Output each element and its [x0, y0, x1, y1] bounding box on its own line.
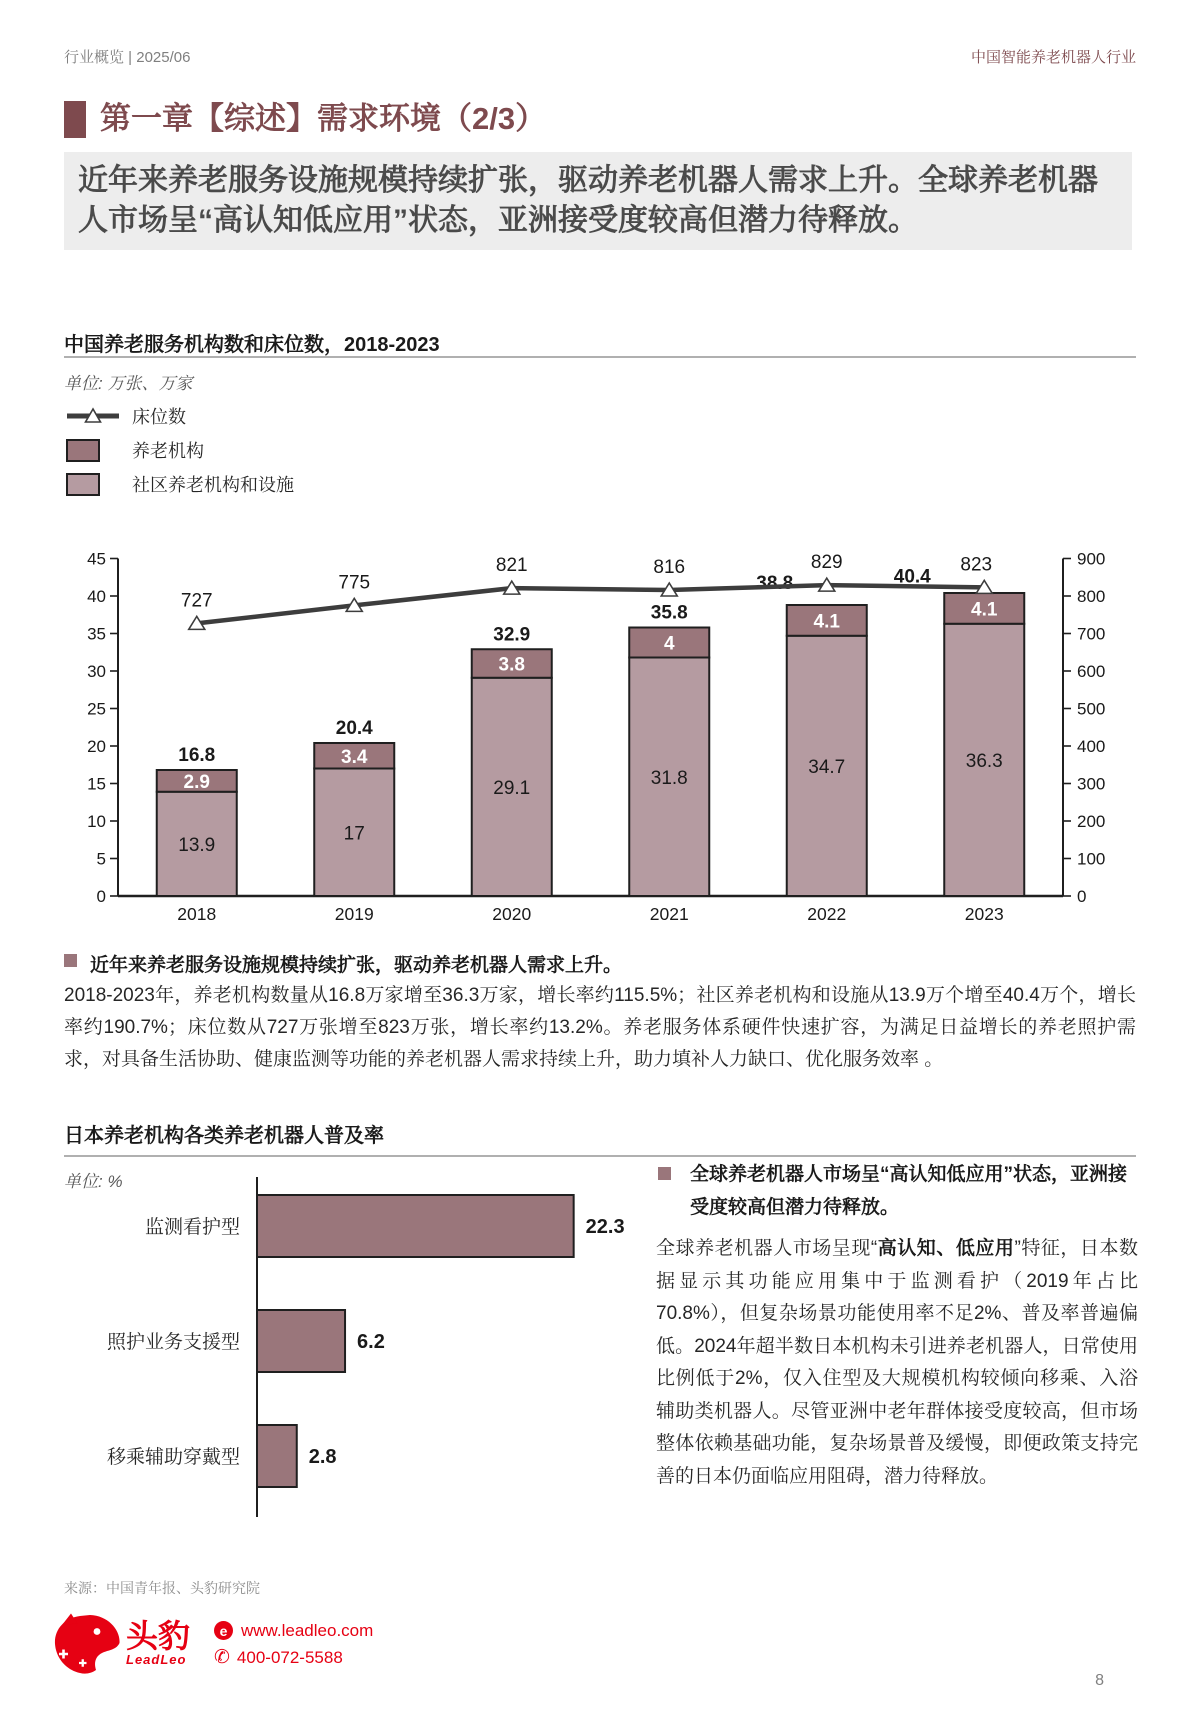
svg-text:2019: 2019	[334, 904, 374, 924]
svg-text:100: 100	[1077, 849, 1106, 869]
svg-text:35.8: 35.8	[650, 602, 688, 624]
svg-text:4.1: 4.1	[813, 611, 840, 633]
svg-text:600: 600	[1077, 662, 1106, 681]
chart2-title-rule	[64, 1155, 1136, 1157]
svg-text:2018: 2018	[177, 904, 217, 924]
chart2-unit-label: 单位: %	[64, 1172, 123, 1191]
brand-name: 头豹	[126, 1618, 191, 1654]
insight2-text-bold: 高认知、低应用	[877, 1238, 1015, 1259]
insight2-heading	[656, 1158, 1138, 1224]
chart1-unit-label: 单位: 万张、万家	[64, 374, 193, 393]
insight2-paragraph	[656, 1233, 1138, 1493]
svg-text:2020: 2020	[492, 904, 532, 924]
svg-text:35: 35	[87, 624, 106, 644]
svg-text:3.8: 3.8	[498, 654, 525, 676]
svg-text:40: 40	[87, 587, 106, 606]
chart2-title: 日本养老机构各类养老机器人普及率	[64, 1125, 384, 1147]
svg-text:700: 700	[1077, 624, 1106, 644]
svg-text:2.9: 2.9	[183, 771, 210, 793]
svg-text:20: 20	[87, 737, 106, 756]
chart2-horizontal-bar	[64, 1165, 644, 1542]
svg-text:5: 5	[96, 849, 106, 869]
svg-text:3.4: 3.4	[341, 746, 368, 768]
svg-text:900: 900	[1077, 549, 1106, 569]
brand-subname: LeadLeo	[126, 1652, 187, 1667]
leadleo-logo-icon	[50, 1610, 124, 1683]
svg-text:2021: 2021	[649, 904, 689, 924]
footer-contact	[214, 1617, 373, 1671]
insight2-text-pre: 全球养老机器人市场呈现“	[656, 1238, 878, 1259]
svg-text:13.9: 13.9	[178, 834, 216, 856]
svg-text:40.4: 40.4	[893, 566, 931, 588]
website-link[interactable]: www.leadleo.com	[241, 1620, 374, 1640]
bullet-square-icon	[658, 1167, 671, 1180]
insight2-heading-text: 全球养老机器人市场呈“高认知低应用”状态，亚洲接受度较高但潜力待释放。	[690, 1164, 1128, 1218]
chart1-title-rule	[64, 356, 1136, 358]
bar-swatch-light-icon	[66, 473, 100, 496]
brand-text	[126, 1619, 190, 1667]
chapter-marker-square	[64, 101, 86, 138]
svg-text:0: 0	[96, 887, 106, 906]
svg-text:30: 30	[87, 662, 106, 681]
svg-text:300: 300	[1077, 774, 1106, 794]
svg-text:29.1: 29.1	[493, 777, 531, 799]
svg-text:22.3: 22.3	[585, 1216, 625, 1238]
svg-text:500: 500	[1077, 699, 1106, 719]
page-number: 8	[1095, 1672, 1104, 1689]
svg-text:照护业务支援型: 照护业务支援型	[106, 1332, 240, 1353]
svg-text:20.4: 20.4	[335, 718, 373, 739]
svg-text:移乘辅助穿戴型: 移乘辅助穿戴型	[106, 1447, 240, 1468]
legend-label-beds: 床位数	[132, 407, 186, 427]
header-right-label: 中国智能养老机器人行业	[970, 49, 1136, 66]
chart1-stacked-bar-line	[64, 495, 1136, 934]
svg-text:16.8: 16.8	[178, 745, 216, 766]
legend-label-institutions: 养老机构	[132, 441, 204, 461]
svg-text:821: 821	[495, 555, 528, 577]
legend-item-beds	[66, 399, 294, 433]
svg-text:45: 45	[87, 549, 106, 569]
svg-text:17: 17	[343, 823, 365, 845]
svg-text:4: 4	[663, 633, 675, 655]
svg-text:200: 200	[1077, 812, 1106, 831]
svg-text:400: 400	[1077, 737, 1106, 756]
svg-text:775: 775	[338, 572, 371, 594]
svg-text:36.3: 36.3	[965, 750, 1003, 772]
svg-text:32.9: 32.9	[493, 624, 531, 646]
svg-text:823: 823	[960, 554, 993, 576]
svg-text:800: 800	[1077, 587, 1106, 606]
svg-text:10: 10	[87, 812, 106, 831]
insight2-text-post: ”特征，日本数据显示其功能应用集中于监测看护（2019年占比70.8%），但复杂场景功能使用率不足2%、普及率普遍偏低。2024年超半数日本机构未引进养老机器人，日常使用比例低于2%，仅入住型及大规模机构较倾向移乘、入浴辅助类机器人。尽管亚洲中老年群体接受度较高，但市场整体依赖基础功能，复杂场景普及缓慢，即便政策支持完善的日本仍面临应用阻碍，潜力待释放。	[656, 1238, 1138, 1487]
chart1-title: 中国养老服务机构数和床位数，2018-2023	[64, 334, 440, 356]
chart1-legend	[66, 399, 294, 501]
svg-text:816: 816	[653, 557, 686, 578]
svg-text:829: 829	[810, 552, 843, 574]
svg-text:34.7: 34.7	[808, 756, 846, 778]
insight1-paragraph: 2018-2023年，养老机构数量从16.8万家增至36.3万家，增长率约115.5%；社区养老机构和设施从13.9万个增至40.4万个，增长率约190.7%；床位数从727万张增至823万张，增长率约13.2%。养老服务体系硬件快速扩容，为满足日益增长的养老照护需求，对具备生活协助、健康监测等功能的养老机器人需求持续上升，助力填补人力缺口、优化服务效率 。	[64, 985, 1136, 1070]
svg-text:2.8: 2.8	[308, 1446, 337, 1468]
svg-text:4.1: 4.1	[971, 599, 998, 621]
svg-text:2022: 2022	[807, 904, 847, 924]
insight1-heading	[64, 950, 1136, 977]
svg-text:6.2: 6.2	[357, 1331, 385, 1353]
header-left-label: 行业概览 | 2025/06	[64, 49, 191, 66]
svg-text:31.8: 31.8	[650, 767, 688, 789]
svg-text:15: 15	[87, 774, 106, 794]
svg-text:监测看护型: 监测看护型	[144, 1217, 240, 1238]
key-summary-block: 近年来养老服务设施规模持续扩张，驱动养老机器人需求上升。全球养老机器人市场呈“高认知低应用”状态，亚洲接受度较高但潜力待释放。	[64, 152, 1132, 250]
source-note: 来源：中国青年报、头豹研究院	[64, 1580, 260, 1596]
legend-item-institutions	[66, 433, 294, 467]
svg-text:2023: 2023	[964, 904, 1004, 924]
line-marker-icon	[66, 407, 120, 425]
svg-text:38.8: 38.8	[756, 573, 794, 595]
web-icon: e	[214, 1621, 233, 1640]
bullet-square-icon	[64, 954, 77, 967]
insight2-block	[656, 1158, 1138, 1493]
legend-label-community: 社区养老机构和设施	[132, 475, 294, 495]
insight1-heading-text: 近年来养老服务设施规模持续扩张，驱动养老机器人需求上升。	[90, 955, 623, 976]
website-row	[214, 1617, 373, 1644]
chapter-title: 第一章【综述】需求环境（2/3）	[100, 101, 547, 136]
bar-swatch-dark-icon	[66, 439, 100, 462]
phone-icon: ✆	[214, 1647, 230, 1668]
svg-text:25: 25	[87, 699, 106, 719]
phone-number: 400-072-5588	[236, 1647, 343, 1667]
phone-row	[214, 1644, 373, 1671]
svg-text:0: 0	[1077, 887, 1087, 906]
svg-text:727: 727	[180, 590, 213, 612]
